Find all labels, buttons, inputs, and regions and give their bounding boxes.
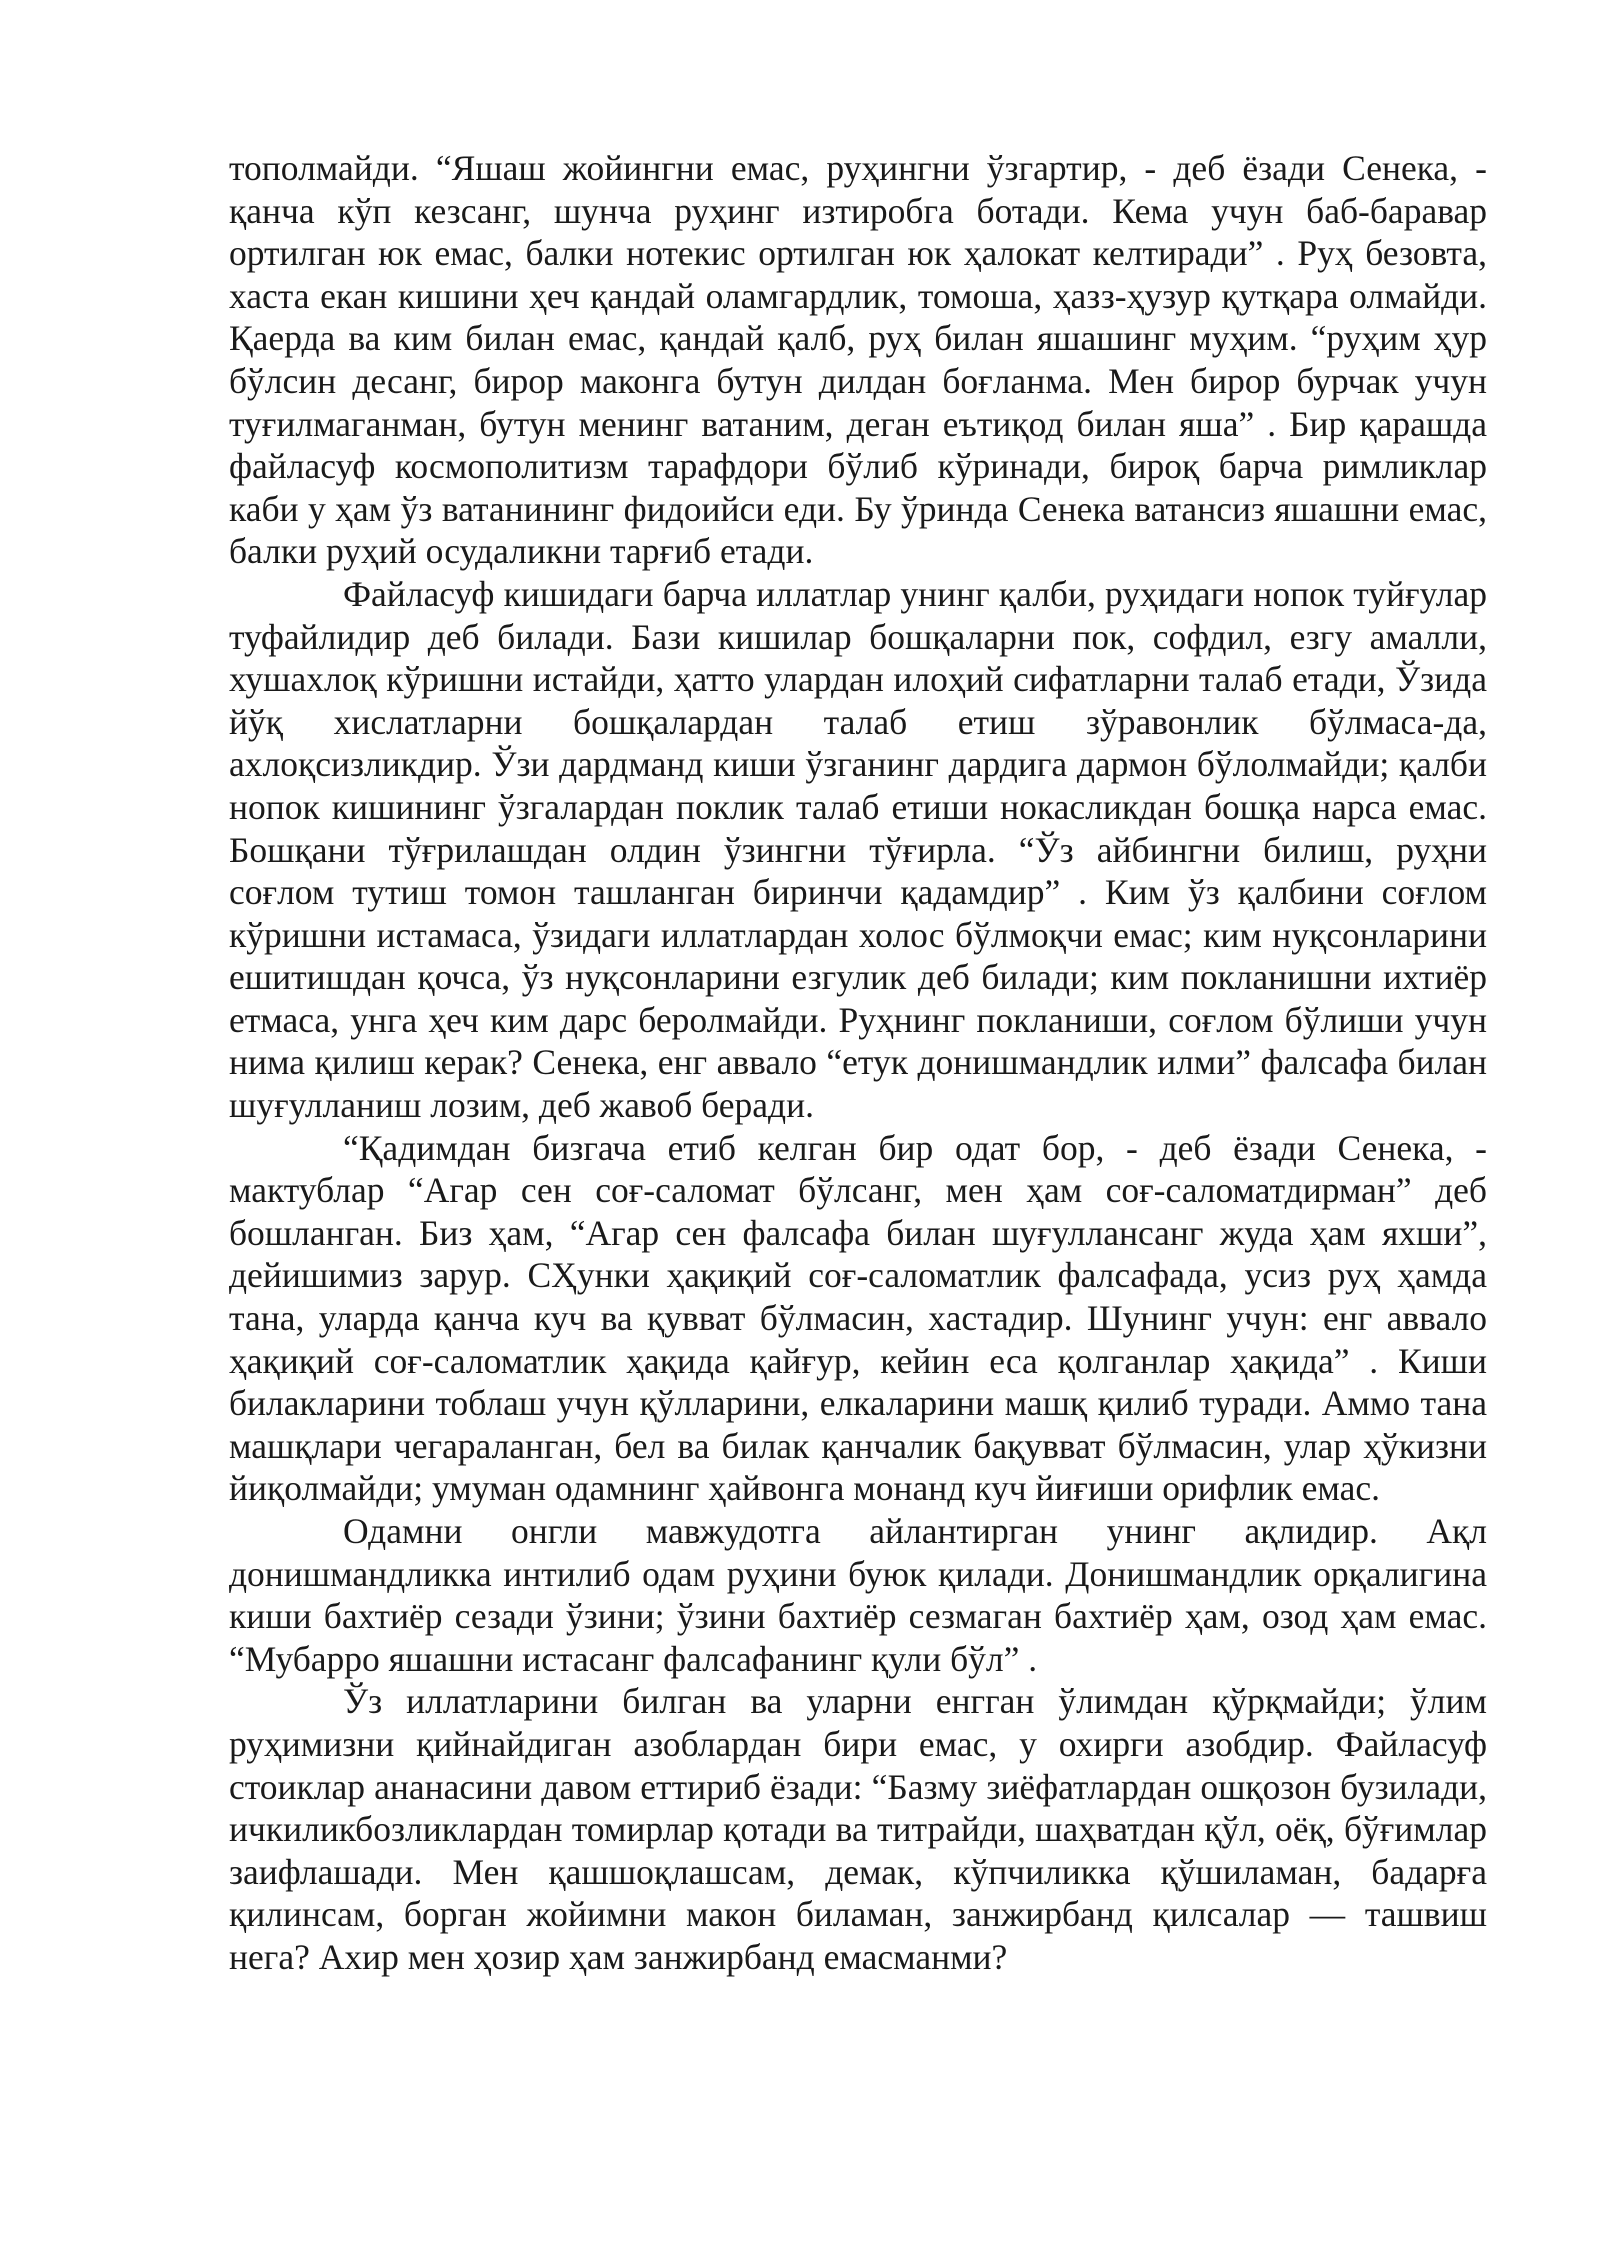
paragraph-5: Ўз иллатларини билган ва уларни енгган ўлимдан қўрқмайди; ўлим руҳимизни қийнайдиган азоблардан бири емас, у охирги азобдир. Файласуф стоиклар ананасини давом еттириб ёзади: “Базму зиёфатлардан ошқозон бузилади, ичкиликбозликлардан томирлар қотади ва титрайди, шаҳватдан қўл, оёқ, бўғимлар заифлашади. Мен қашшоқлашсам, демак, кўпчиликка қўшиламан, бадарға қилинсам, борган жойимни макон биламан, занжирбанд қилсалар — ташвиш нега? Ахир мен ҳозир ҳам занжирбанд емасманми? — [229, 1681, 1487, 1977]
paragraph-1: тополмайди. “Яшаш жойингни емас, руҳингни ўзгартир, - деб ёзади Сенека, - қанча кўп кезсанг, шунча руҳинг изтиробга ботади. Кема учун баб-баравар ортилган юк емас, балки нотекис ортилган юк ҳалокат келтиради” . Руҳ безовта, хаста екан кишини ҳеч қандай оламгардлик, томоша, ҳазз-ҳузур қутқара олмайди. Қаерда ва ким билан емас, қандай қалб, руҳ билан яшашинг муҳим. “руҳим ҳур бўлсин десанг, бирор маконга бутун дилдан боғланма. Мен бирор бурчак учун туғилмаганман, бутун менинг ватаним, деган еътиқод билан яша” . Бир қарашда файласуф космополитизм тарафдори бўлиб кўринади, бироқ барча римликлар каби у ҳам ўз ватанининг фидоийси еди. Бу ўринда Сенека ватансиз яшашни емас, балки руҳий осудаликни тарғиб етади. — [229, 148, 1487, 572]
paragraph-4: Одамни онгли мавжудотга айлантирган унинг ақлидир. Ақл донишмандликка интилиб одам руҳини буюк қилади. Донишмандлик орқалигина киши бахтиёр сезади ўзини; ўзини бахтиёр сезмаган бахтиёр ҳам, озод ҳам емас. “Мубарро яшашни истасанг фалсафанинг қули бўл” . — [229, 1511, 1487, 1679]
paragraph-3: “Қадимдан бизгача етиб келган бир одат бор, - деб ёзади Сенека, - мактублар “Агар сен соғ-саломат бўлсанг, мен ҳам соғ-саломатдирман” деб бошланган. Биз ҳам, “Агар сен фалсафа билан шуғуллансанг жуда ҳам яхши”, дейишимиз зарур. СҲунки ҳақиқий соғ-саломатлик фалсафада, усиз руҳ ҳамда тана, уларда қанча куч ва қувват бўлмасин, хастадир. Шунинг учун: енг аввало ҳақиқий соғ-саломатлик ҳақида қайғур, кейин еса қолганлар ҳақида” . Киши билакларини тоблаш учун қўлларини, елкаларини машқ қилиб туради. Аммо тана машқлари чегараланган, бел ва билак қанчалик бақувват бўлмасин, улар ҳўкизни йиқолмайди; умуман одамнинг ҳайвонга монанд куч йиғиши орифлик емас. — [229, 1127, 1487, 1509]
document-body — [229, 147, 1487, 1979]
paragraph-2: Файласуф кишидаги барча иллатлар унинг қалби, руҳидаги нопок туйғулар туфайлидир деб билади. Бази кишилар бошқаларни пок, софдил, езгу амалли, хушахлоқ кўришни истайди, ҳатто улардан илоҳий сифатларни талаб етади, Ўзида йўқ хислатларни бошқалардан талаб етиш зўравонлик бўлмаса-да, ахлоқсизликдир. Ўзи дардманд киши ўзганинг дардига дармон бўлолмайди; қалби нопок кишининг ўзгалардан поклик талаб етиши нокасликдан бошқа нарса емас. Бошқани тўғрилашдан олдин ўзингни тўғирла. “Ўз айбингни билиш, руҳни соғлом тутиш томон ташланган биринчи қадамдир” . Ким ўз қалбини соғлом кўришни истамаса, ўзидаги иллатлардан холос бўлмоқчи емас; ким нуқсонларини ешитишдан қочса, ўз нуқсонларини езгулик деб билади; ким покланишни ихтиёр етмаса, унга ҳеч ким дарс беролмайди. Руҳнинг покланиши, соғлом бўлиши учун нима қилиш керак? Сенека, енг аввало “етук донишмандлик илми” фалсафа билан шуғулланиш лозим, деб жавоб беради. — [229, 573, 1487, 1126]
